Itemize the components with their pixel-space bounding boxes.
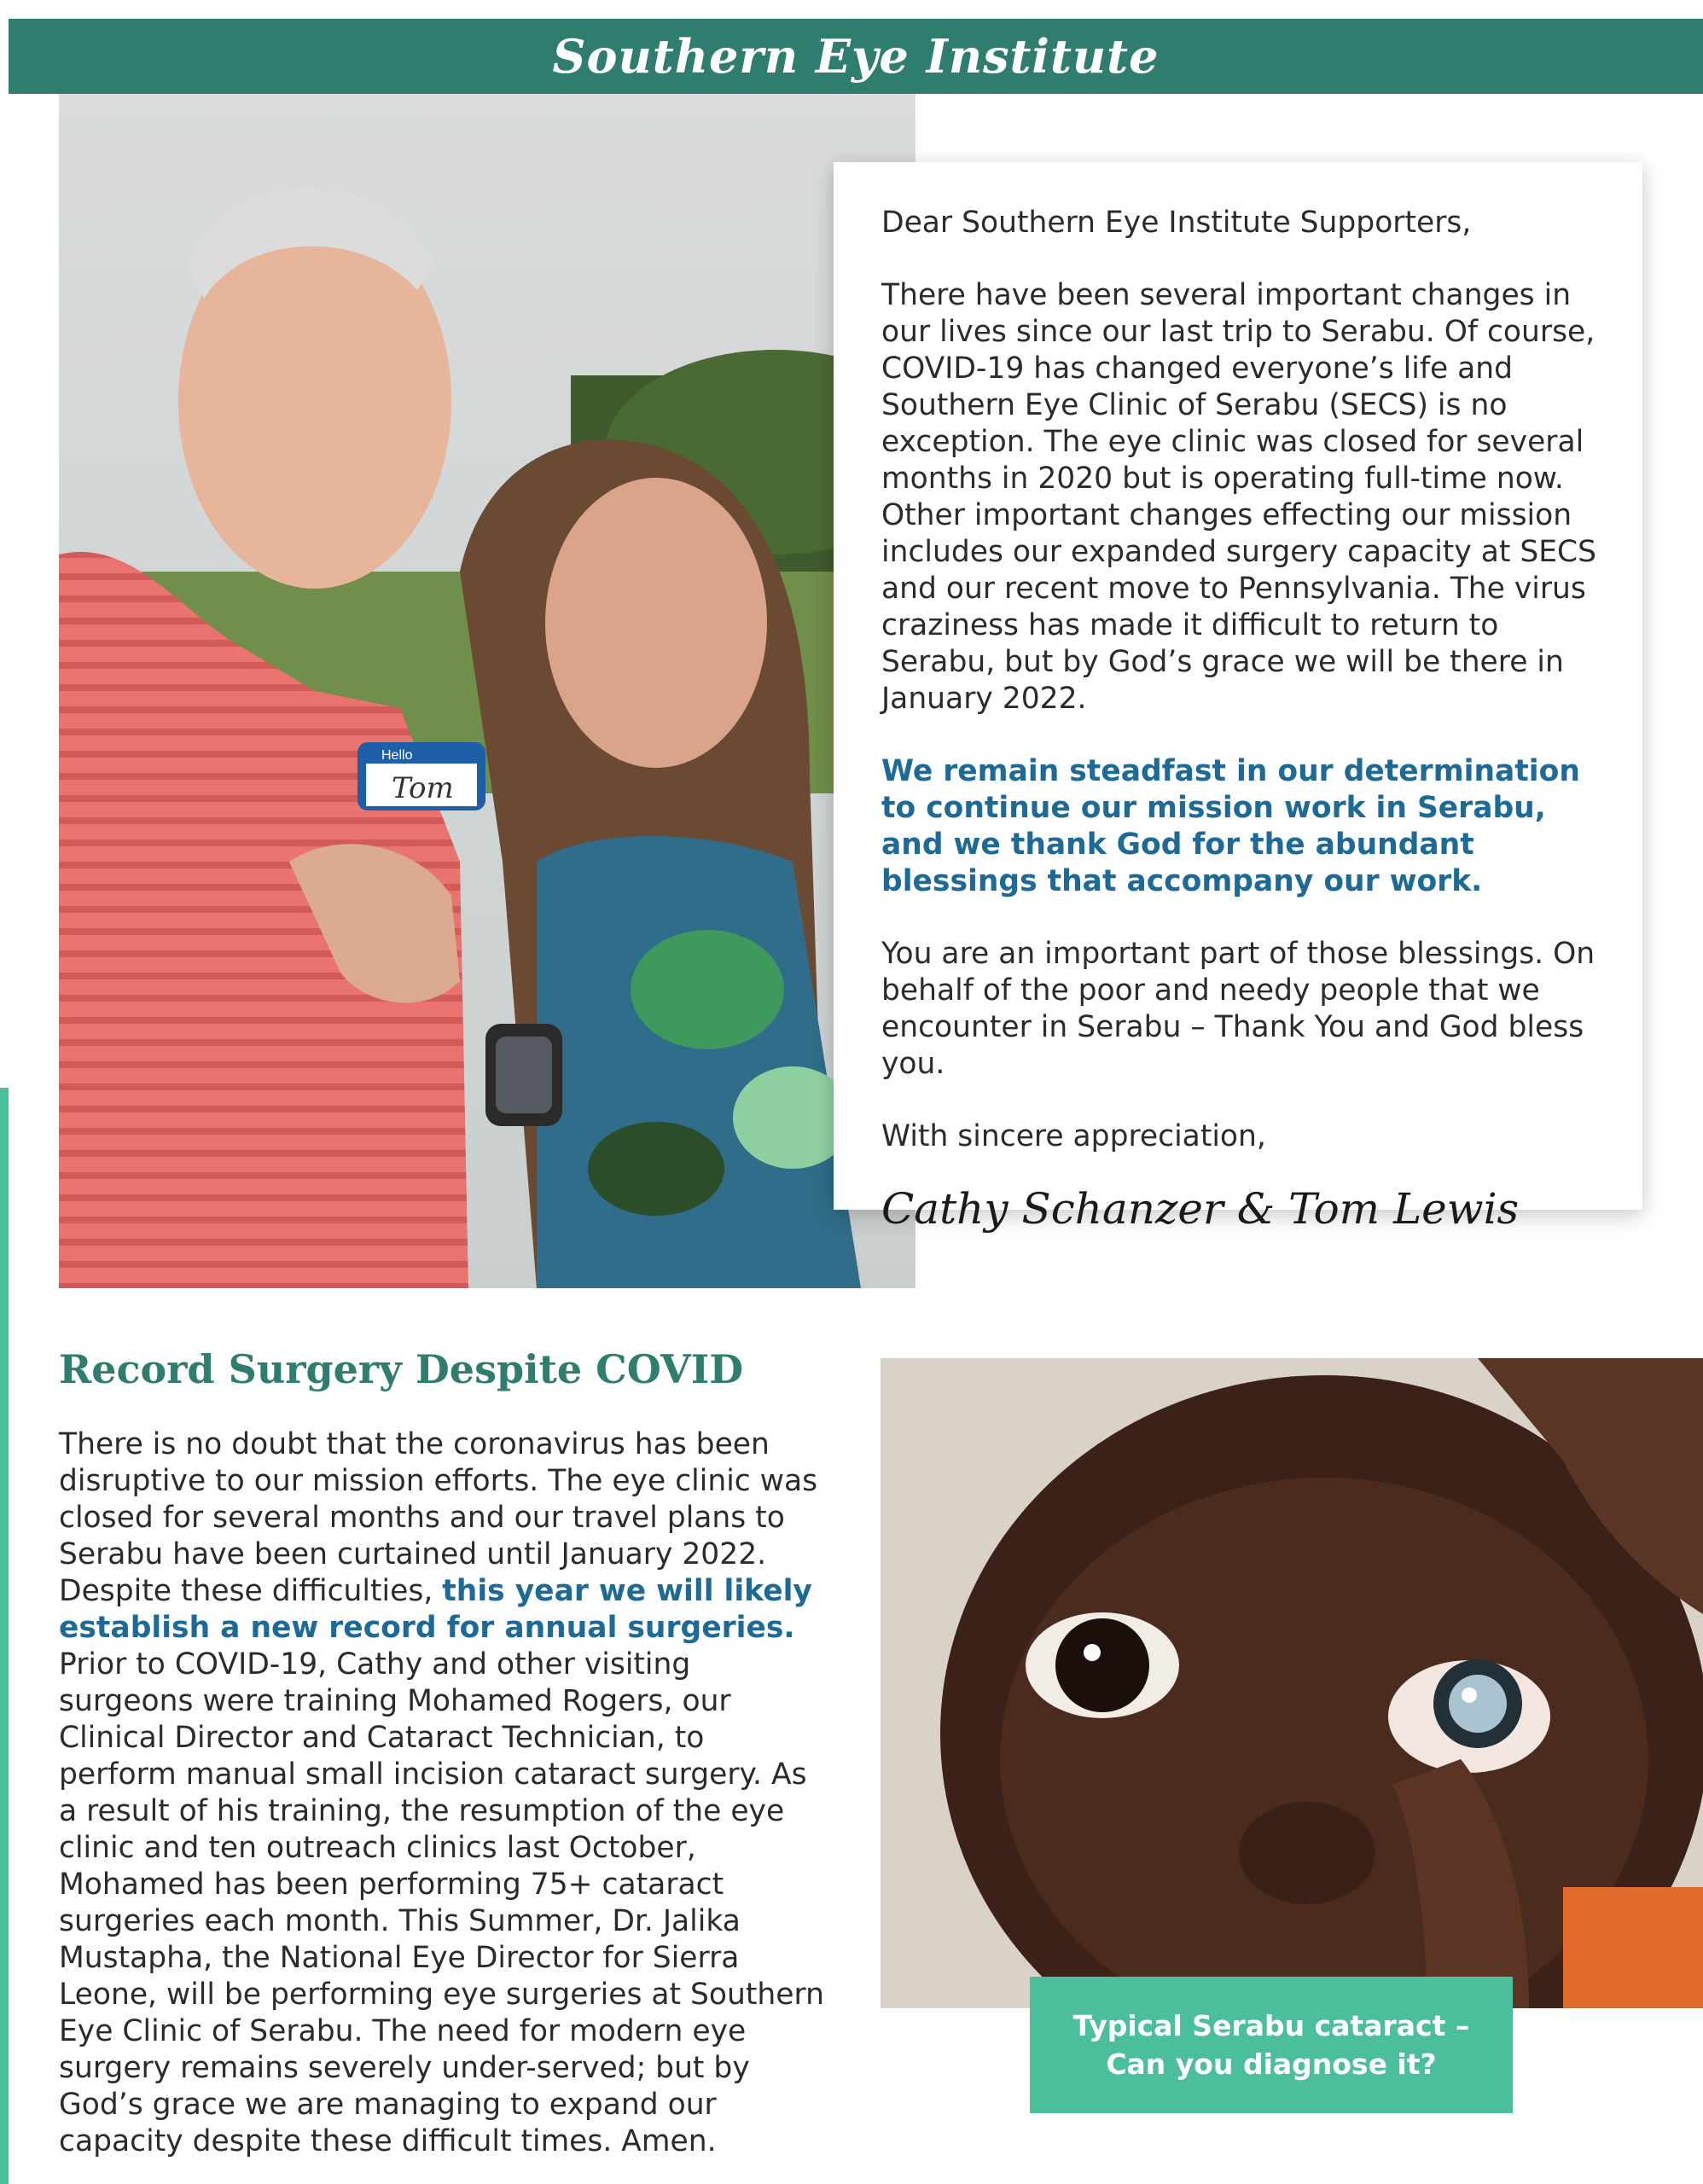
child-photo-illustration: [881, 1358, 1703, 2008]
photo-caption: [1030, 1977, 1513, 2113]
letter-greeting: Dear Southern Eye Institute Supporters,: [881, 206, 1472, 240]
name-tag-header: Hello: [381, 748, 413, 763]
letter-card: [834, 162, 1642, 1234]
article-title: Record Surgery Despite COVID: [59, 1346, 744, 1392]
name-tag-text: Tom: [392, 771, 454, 805]
caption-line-1: Typical Serabu cataract –: [1072, 2009, 1470, 2042]
header-title: Southern Eye Institute: [552, 29, 1160, 84]
article-text-after: Prior to COVID-19, Cathy and other visiting surgeons were training Mohamed Rogers, our Clinical Director and Cataract Technician, to perform manual small incision cataract surgery. As a result of his training, the resumption of the eye clinic and ten outreach clinics last October, Mohamed has been performing 75+ cataract surgeries each month. This Summer, Dr. Jalika Mustapha, the National Eye Director for Sierra Leone, will be performing eye surgeries at Southern Eye Clinic of Serabu. The need for modern eye surgery remains severely under-served; but by God’s grace we are managing to expand our capacity despite these difficult times. Amen.: [59, 1647, 824, 2158]
photo-couple: [59, 94, 915, 1288]
letter-paragraph-3: You are an important part of those blessings. On behalf of the poor and needy people that we encounter in Serabu – Thank You and God bless you.: [881, 937, 1595, 1081]
article-text-emphasis: this year we will likely establish a new record for annual surgeries.: [59, 1574, 812, 1645]
letter-closing: With sincere appreciation,: [881, 1119, 1266, 1153]
left-accent-bar: [0, 1088, 9, 2184]
letter-paragraph-1: There have been several important changes in our lives since our last trip to Serabu. Of course, COVID-19 has changed everyone’s life and Southern Eye Clinic of Serabu (SECS) is no exception. The eye clinic was closed for several months in 2020 but is operating full-time now. Other important changes effecting our mission includes our expanded surgery capacity at SECS and our recent move to Pennsylvania. The virus craziness has made it difficult to return to Serabu, but by God’s grace we will be there in January 2022.: [881, 278, 1597, 716]
header-bar: [9, 19, 1703, 94]
letter-paragraph-2: We remain steadfast in our determination to continue our mission work in Serabu, and we thank God for the abundant blessings that accompany our work.: [881, 754, 1580, 898]
couple-photo-illustration: [59, 94, 915, 1288]
letter-signature: Cathy Schanzer & Tom Lewis: [881, 1184, 1520, 1234]
article-body: [59, 1426, 827, 2160]
photo-child-eye: [881, 1358, 1703, 2008]
caption-line-2: Can you diagnose it?: [1106, 2048, 1437, 2081]
article-text-before: There is no doubt that the coronavirus has been disruptive to our mission efforts. The eye clinic was closed for several months and our travel plans to Serabu have been curtained until January 2022. Despite these difficulties,: [59, 1427, 818, 1608]
